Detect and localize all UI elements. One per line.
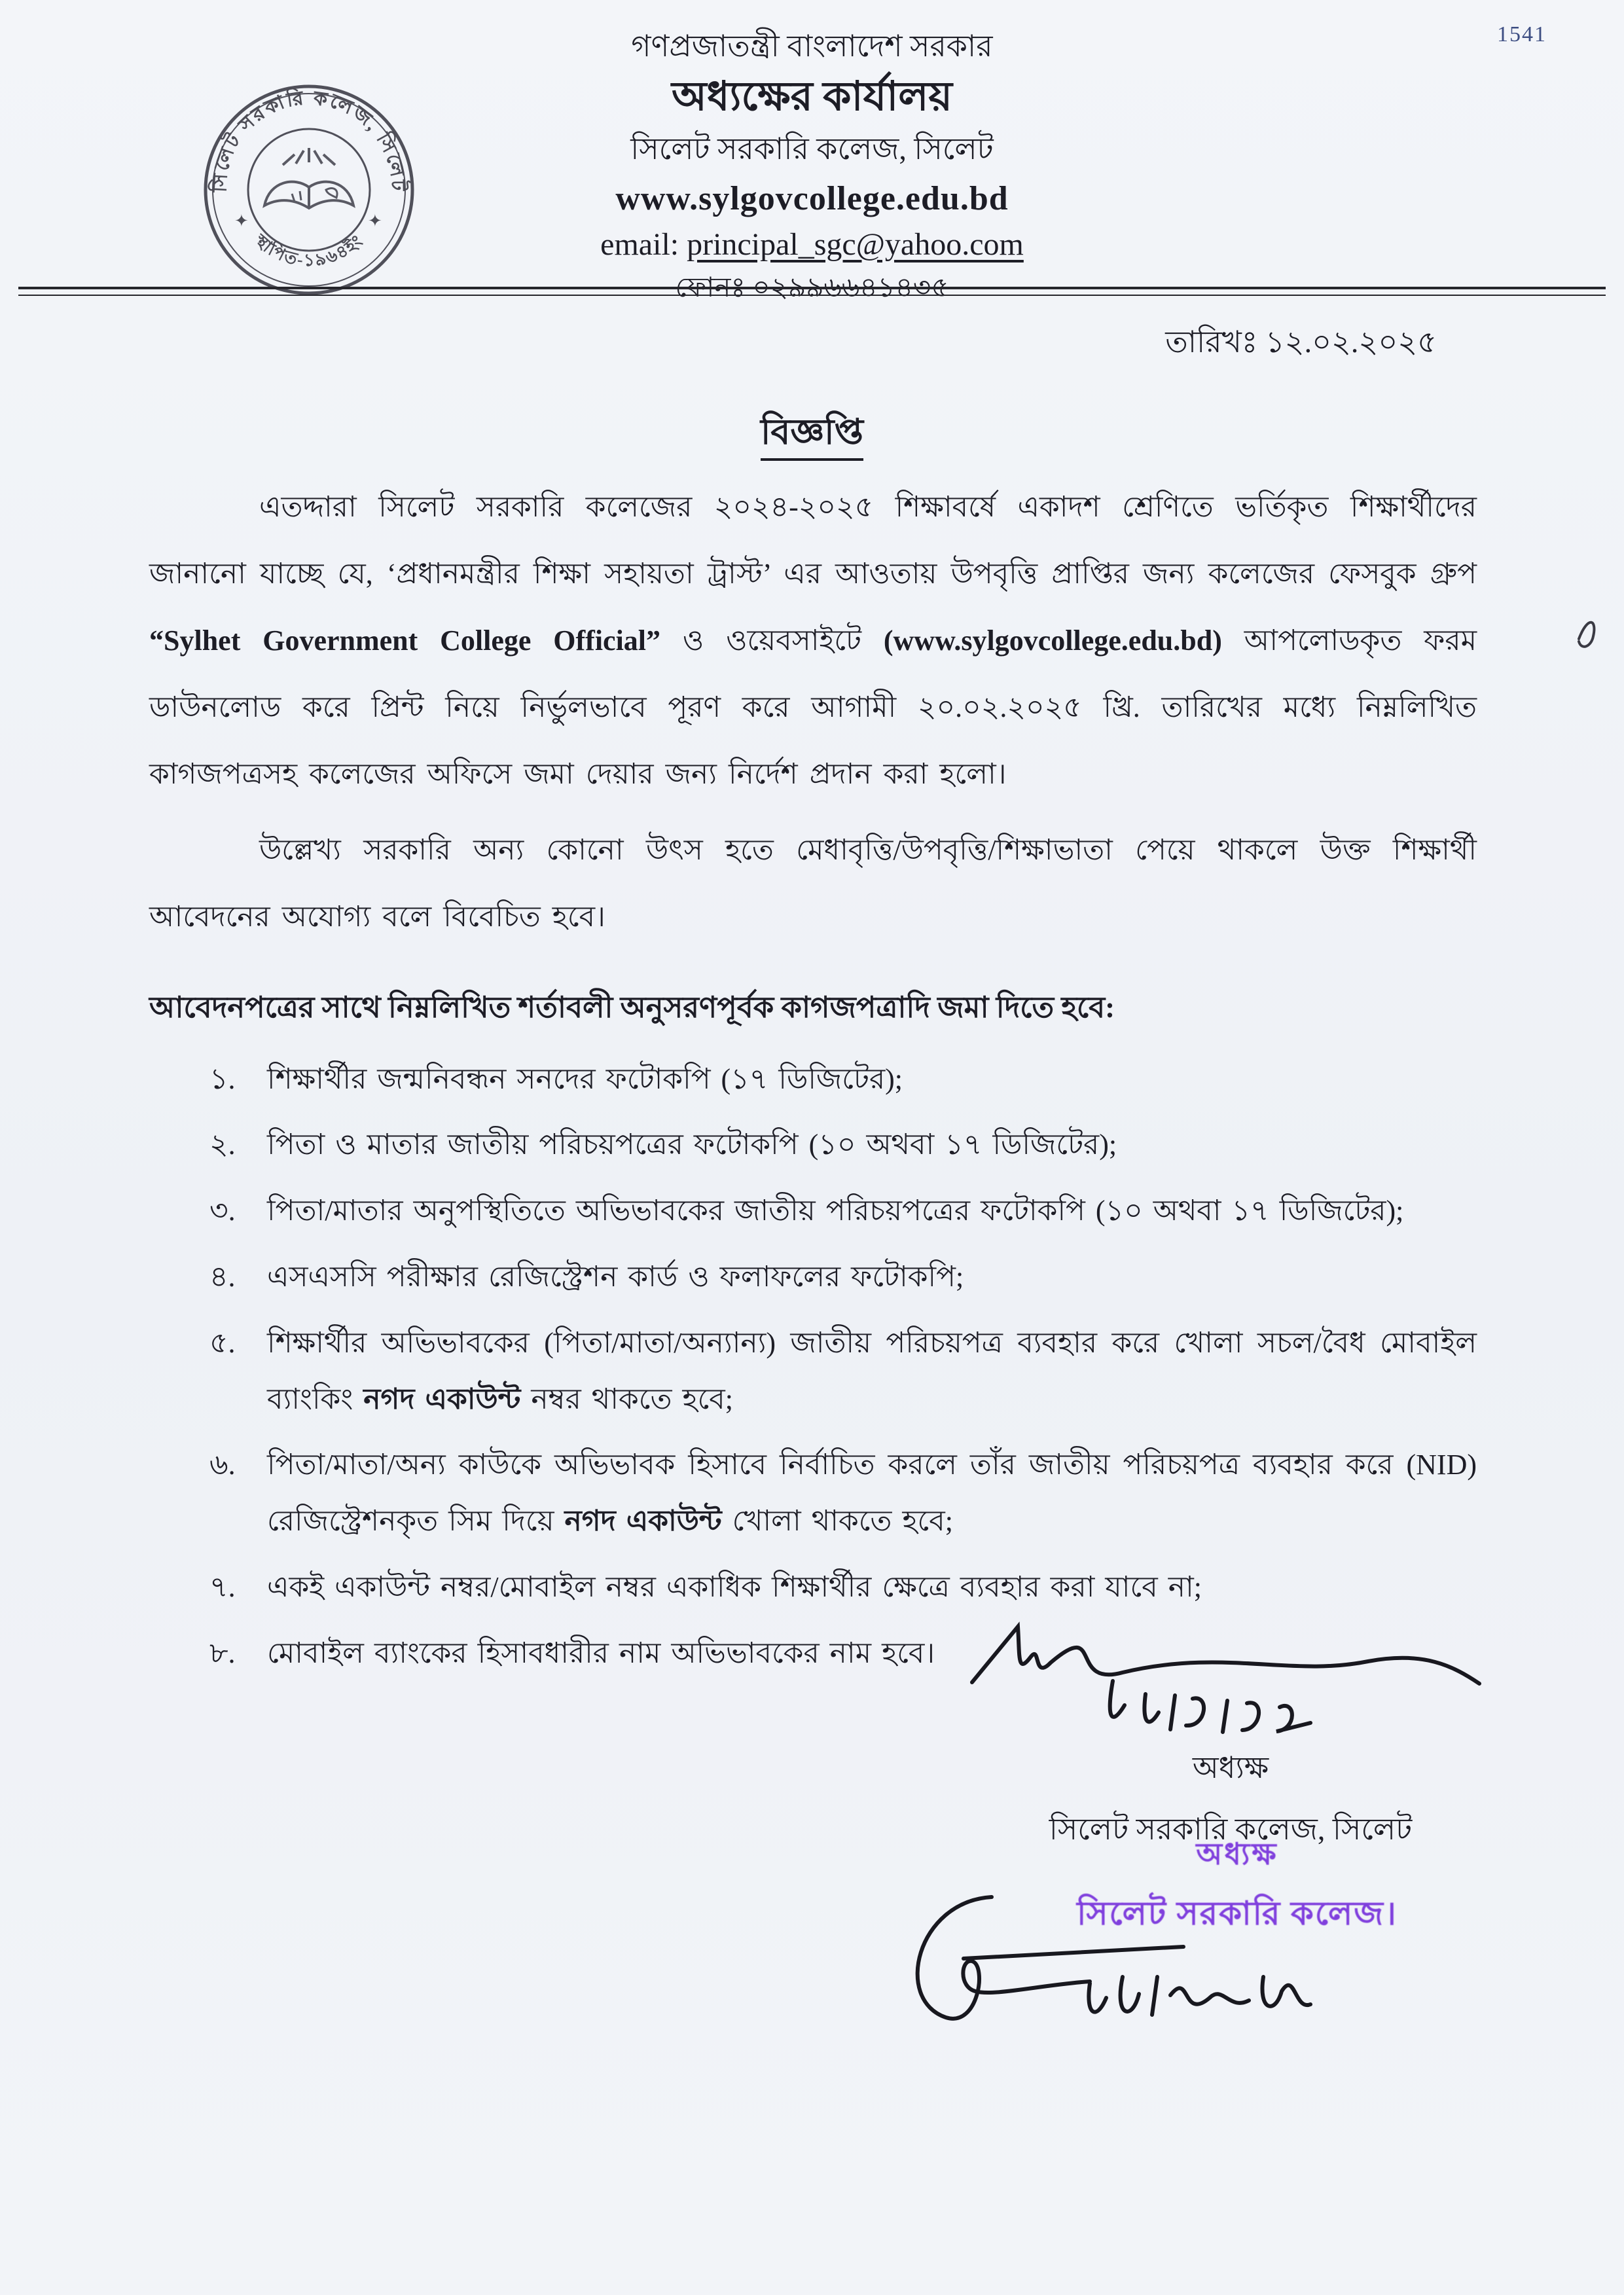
- seal-star-left: ✦: [234, 211, 249, 230]
- list-item: ২. পিতা ও মাতার জাতীয় পরিচয়পত্রের ফটোকপি (১০ অথবা ১৭ ডিজিটের);: [209, 1129, 1117, 1161]
- stamp-designation: অধ্যক্ষ: [1196, 1837, 1278, 1871]
- notice-body: [149, 474, 1477, 1691]
- intro-seg5: আপলোডকৃত ফরম ডাউনলোড করে প্রিন্ট নিয়ে নির্ভুলভাবে পূরণ করে আগামী ২০.০২.২০২৫ খ্রি. তারিখের মধ্যে নিম্নলিখিত কাগজপত্রসহ কলেজের অফিসে জমা দেয়ার জন্য নির্দেশ প্রদান করা হলো।: [149, 624, 1477, 791]
- intro-seg1: এতদ্দারা সিলেট সরকারি কলেজের ২০২৪-২০২৫ শিক্ষাবর্ষে একাদশ শ্রেণিতে ভর্তিকৃত শিক্ষার্থীদের জানানো যাচ্ছে যে, ‘প্রধানমন্ত্রীর শিক্ষা সহায়তা ট্রাস্ট’ এর আওতায় উপবৃত্তি প্রাপ্তির জন্য কলেজের ফেসবুক গ্রুপ: [149, 491, 1477, 590]
- notice-title-wrap: [0, 405, 1624, 463]
- list-item: ৫. শিক্ষার্থীর অভিভাবকের (পিতা/মাতা/অন্যান্য) জাতীয় পরিচয়পত্র ব্যবহার করে খোলা সচল/বৈধ মোবাইল ব্যাংকিং নগদ একাউন্ট নম্বর থাকতে হবে;: [209, 1326, 1477, 1415]
- email-line: [0, 225, 1624, 264]
- signature-with-date-icon: [871, 1879, 1381, 2055]
- divider-rule: [18, 287, 1606, 296]
- list-item: ৩. পিতা/মাতার অনুপস্থিতিতে অভিভাবকের জাতীয় পরিচয়পত্রের ফটোকপি (১০ অথবা ১৭ ডিজিটের);: [209, 1195, 1404, 1227]
- seal-bottom-text: স্থাপিত-১৯৬৪ইং: [251, 230, 367, 270]
- paragraph-note: উল্লেখ্য সরকারি অন্য কোনো উৎস হতে মেধাবৃত্তি/উপবৃত্তি/শিক্ষাভাতা পেয়ে থাকলে উক্ত শিক্ষার্থী আবেদনের অযোগ্য বলে বিবেচিত হবে।: [149, 834, 1477, 933]
- seal-top-text: সিলেট সরকারি কলেজ, সিলেট: [209, 87, 409, 193]
- principal-signature-icon: [949, 1597, 1512, 1741]
- reference-number: 1541: [1497, 22, 1547, 46]
- facebook-group-name: “Sylhet Government College Official”: [149, 624, 661, 657]
- letterhead: [0, 27, 1624, 305]
- signatory-designation: অধ্যক্ষ: [1192, 1751, 1269, 1784]
- notice-title: বিজ্ঞপ্তি: [761, 412, 863, 461]
- signature-block: [936, 1597, 1525, 1856]
- list-item: ৪. এসএসসি পরীক্ষার রেজিস্ট্রেশন কার্ড ও ফলাফলের ফটোকপি;: [209, 1260, 964, 1293]
- requirements-list: [149, 1051, 1477, 1682]
- seal-star-right: ✦: [368, 211, 382, 230]
- paragraph-intro: [149, 474, 1477, 808]
- signatory-college: সিলেট সরকারি কলেজ, সিলেট: [1049, 1813, 1413, 1846]
- email-label: email:: [600, 226, 687, 262]
- stamp-college: সিলেট সরকারি কলেজ।: [1077, 1895, 1398, 1932]
- government-line: গণপ্রজাতন্ত্রী বাংলাদেশ সরকার: [631, 29, 993, 63]
- college-line: সিলেট সরকারি কলেজ, সিলেট: [630, 132, 994, 166]
- office-line: অধ্যক্ষের কার্যালয়: [672, 74, 952, 119]
- intro-seg3: ও ওয়েবসাইটে: [660, 624, 884, 657]
- date-line: তারিখঃ ১২.০২.২০২৫: [1165, 325, 1437, 359]
- list-item: ৭. একই একাউন্ট নম্বর/মোবাইল নম্বর একাধিক শিক্ষার্থীর ক্ষেত্রে ব্যবহার করা যাবে না;: [209, 1570, 1202, 1603]
- website-in-text: (www.sylgovcollege.edu.bd): [883, 624, 1222, 657]
- requirements-heading: আবেদনপত্রের সাথে নিম্নলিখিত শর্তাবলী অনুসরণপূর্বক কাগজপত্রাদি জমা দিতে হবে:: [149, 990, 1115, 1024]
- phone-line: ফোনঃ ০২৯৯৬৬৪১৪৩৫: [675, 272, 949, 303]
- pen-mark-icon: [1570, 607, 1609, 660]
- list-item: ৬. পিতা/মাতা/অন্য কাউকে অভিভাবক হিসাবে নির্বাচিত করলে তাঁর জাতীয় পরিচয়পত্র ব্যবহার করে (NID) রেজিস্ট্রেশনকৃত সিম দিয়ে নগদ একাউন্ট খোলা থাকতে হবে;: [209, 1449, 1477, 1538]
- list-item: ১. শিক্ষার্থীর জন্মনিবন্ধন সনদের ফটোকপি (১৭ ডিজিটের);: [209, 1062, 903, 1095]
- list-item: ৮. মোবাইল ব্যাংকের হিসাবধারীর নাম অভিভাবকের নাম হবে।: [209, 1636, 935, 1669]
- website-url: www.sylgovcollege.edu.bd: [615, 179, 1009, 217]
- email-address: principal_sgc@yahoo.com: [687, 226, 1024, 262]
